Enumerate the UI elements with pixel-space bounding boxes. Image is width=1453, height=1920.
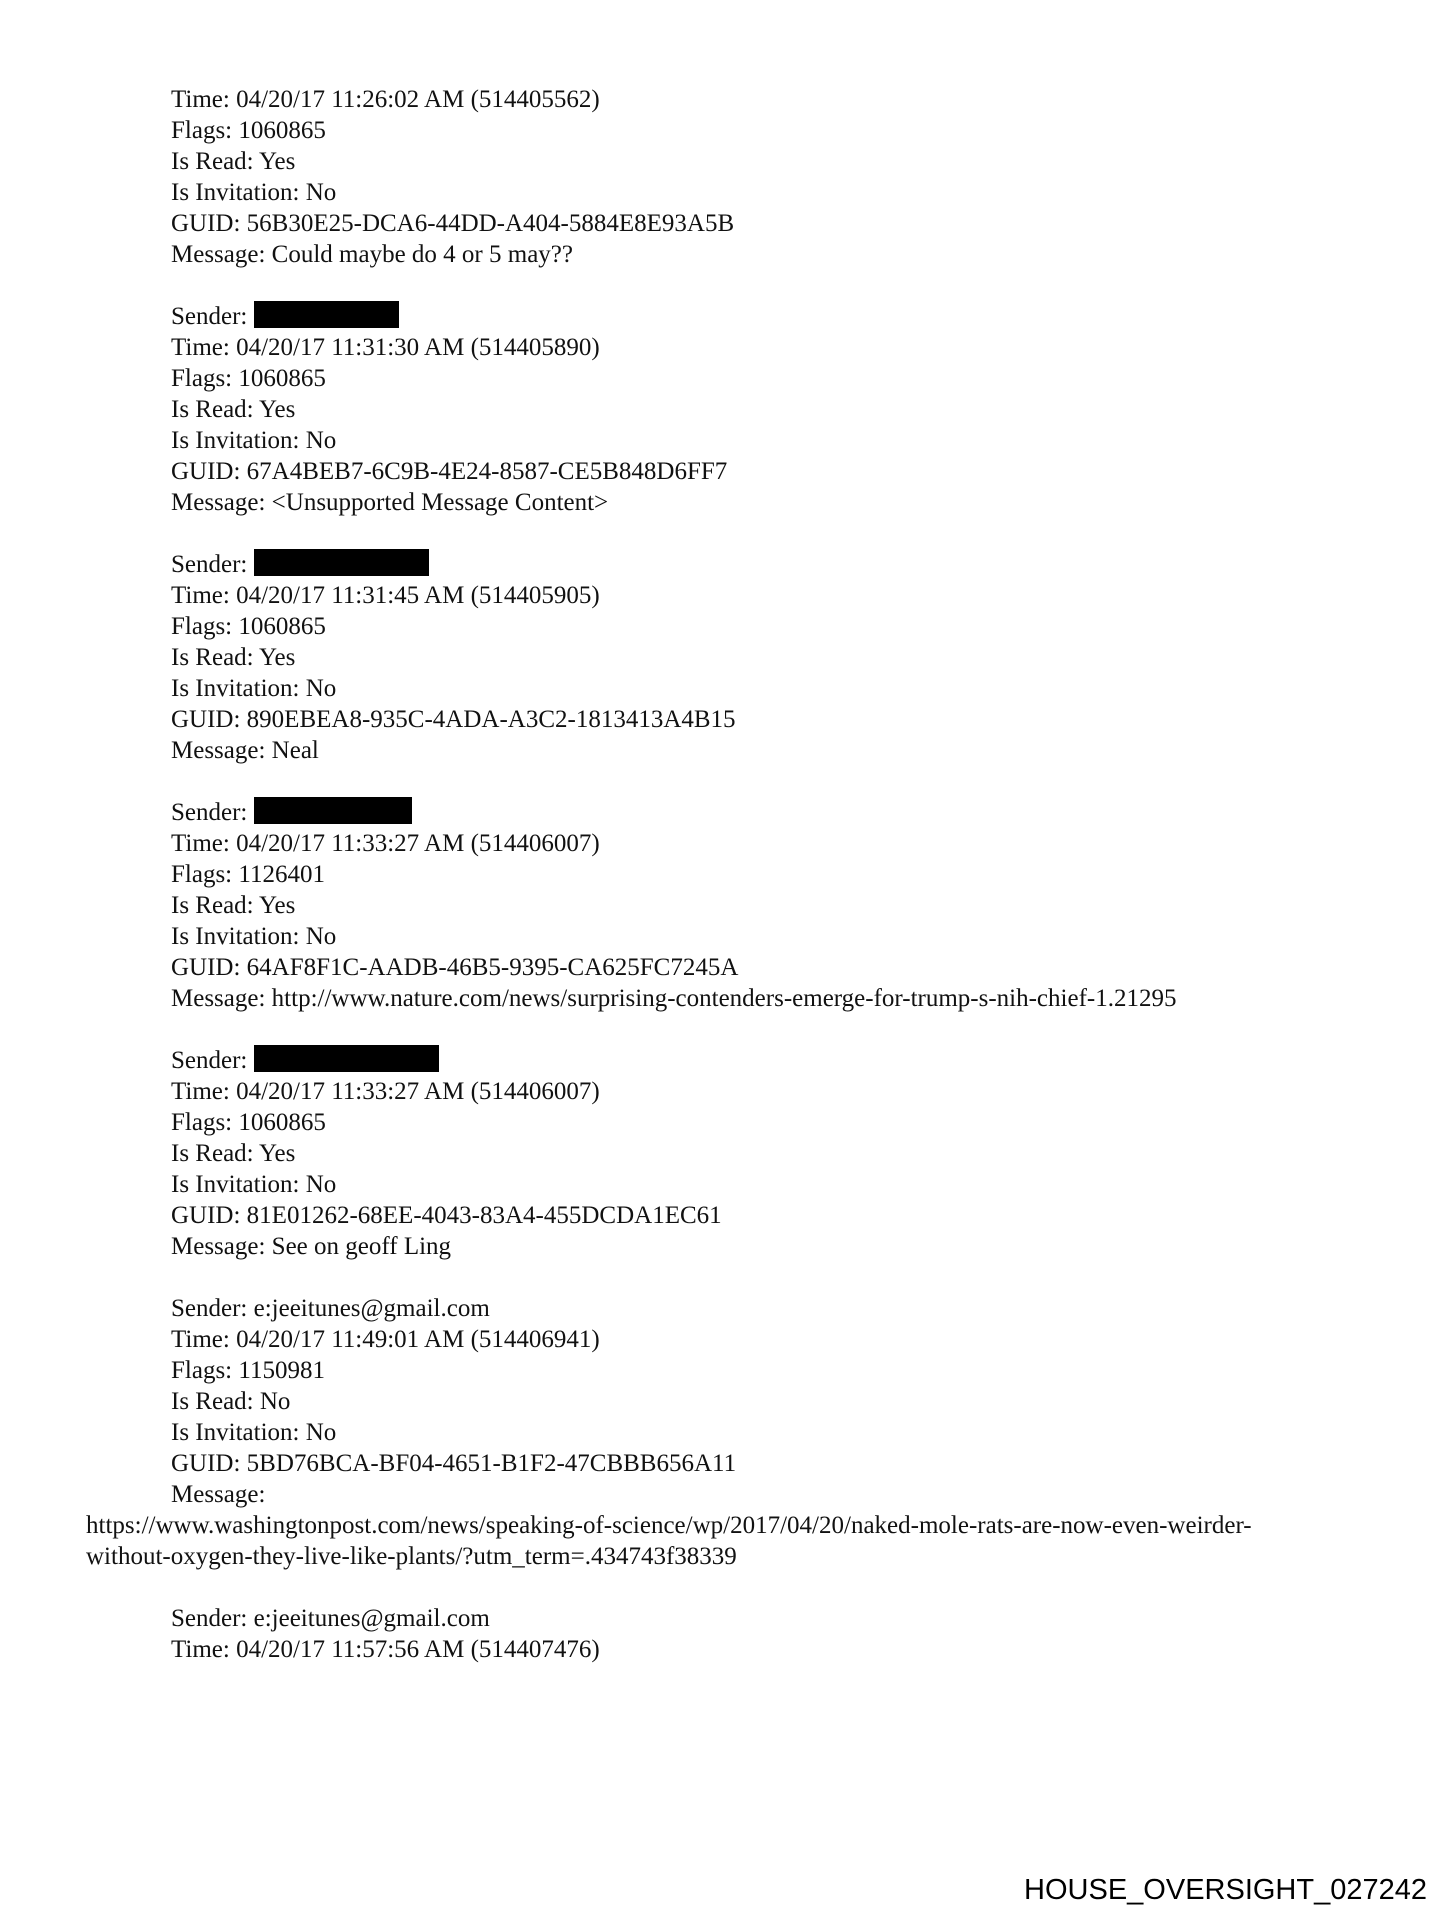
record-guid: GUID: 890EBEA8-935C-4ADA-A3C2-1813413A4B15 [171, 706, 736, 733]
record-sender [171, 1045, 439, 1076]
redaction-bar [254, 1045, 439, 1072]
record-message: Message: Could maybe do 4 or 5 may?? [171, 241, 573, 268]
record-message-url-line-2: without-oxygen-they-live-like-plants/?utm_term=.434743f38339 [86, 1543, 737, 1570]
record-time: Time: 04/20/17 11:31:30 AM (514405890) [171, 334, 600, 361]
record-is-invitation: Is Invitation: No [171, 427, 337, 454]
record-time: Time: 04/20/17 11:33:27 AM (514406007) [171, 1078, 600, 1105]
record-flags: Flags: 1150981 [171, 1357, 325, 1384]
redaction-bar [254, 797, 412, 824]
record-flags: Flags: 1060865 [171, 1109, 326, 1136]
record-time: Time: 04/20/17 11:31:45 AM (514405905) [171, 582, 600, 609]
record-is-read: Is Read: No [171, 1388, 291, 1415]
record-message-label: Message: [171, 1481, 266, 1508]
record-is-read: Is Read: Yes [171, 892, 296, 919]
record-is-invitation: Is Invitation: No [171, 1419, 337, 1446]
record-is-read: Is Read: Yes [171, 1140, 296, 1167]
redaction-bar [254, 301, 399, 328]
redaction-bar [254, 549, 429, 576]
sender-label: Sender: [171, 1047, 248, 1074]
record-time: Time: 04/20/17 11:49:01 AM (514406941) [171, 1326, 600, 1353]
record-message-url-line-1: https://www.washingtonpost.com/news/speaking-of-science/wp/2017/04/20/naked-mole-rats-are-now-even-weirder- [86, 1512, 1252, 1539]
record-message: Message: See on geoff Ling [171, 1233, 452, 1260]
record-message: Message: http://www.nature.com/news/surprising-contenders-emerge-for-trump-s-nih-chief-1.21295 [171, 985, 1177, 1012]
record-time: Time: 04/20/17 11:33:27 AM (514406007) [171, 830, 600, 857]
record-guid: GUID: 5BD76BCA-BF04-4651-B1F2-47CBBB656A11 [171, 1450, 737, 1477]
record-sender: Sender: e:jeeitunes@gmail.com [171, 1605, 490, 1632]
record-flags: Flags: 1060865 [171, 365, 326, 392]
record-message: Message: <Unsupported Message Content> [171, 489, 609, 516]
record-is-invitation: Is Invitation: No [171, 1171, 337, 1198]
record-guid: GUID: 56B30E25-DCA6-44DD-A404-5884E8E93A5B [171, 210, 735, 237]
record-time: Time: 04/20/17 11:26:02 AM (514405562) [171, 86, 600, 113]
record-sender [171, 549, 429, 580]
record-is-read: Is Read: Yes [171, 644, 296, 671]
record-guid: GUID: 64AF8F1C-AADB-46B5-9395-CA625FC7245A [171, 954, 739, 981]
record-sender: Sender: e:jeeitunes@gmail.com [171, 1295, 490, 1322]
record-is-invitation: Is Invitation: No [171, 923, 337, 950]
record-flags: Flags: 1126401 [171, 861, 325, 888]
record-sender [171, 301, 399, 332]
record-is-invitation: Is Invitation: No [171, 675, 337, 702]
sender-label: Sender: [171, 799, 248, 826]
record-is-invitation: Is Invitation: No [171, 179, 337, 206]
record-sender [171, 797, 412, 828]
bates-number: HOUSE_OVERSIGHT_027242 [1024, 1874, 1427, 1906]
record-guid: GUID: 67A4BEB7-6C9B-4E24-8587-CE5B848D6FF7 [171, 458, 728, 485]
sender-label: Sender: [171, 551, 248, 578]
record-is-read: Is Read: Yes [171, 396, 296, 423]
record-message: Message: Neal [171, 737, 319, 764]
sender-label: Sender: [171, 303, 248, 330]
record-is-read: Is Read: Yes [171, 148, 296, 175]
record-time: Time: 04/20/17 11:57:56 AM (514407476) [171, 1636, 600, 1663]
record-flags: Flags: 1060865 [171, 613, 326, 640]
record-flags: Flags: 1060865 [171, 117, 326, 144]
record-guid: GUID: 81E01262-68EE-4043-83A4-455DCDA1EC61 [171, 1202, 722, 1229]
